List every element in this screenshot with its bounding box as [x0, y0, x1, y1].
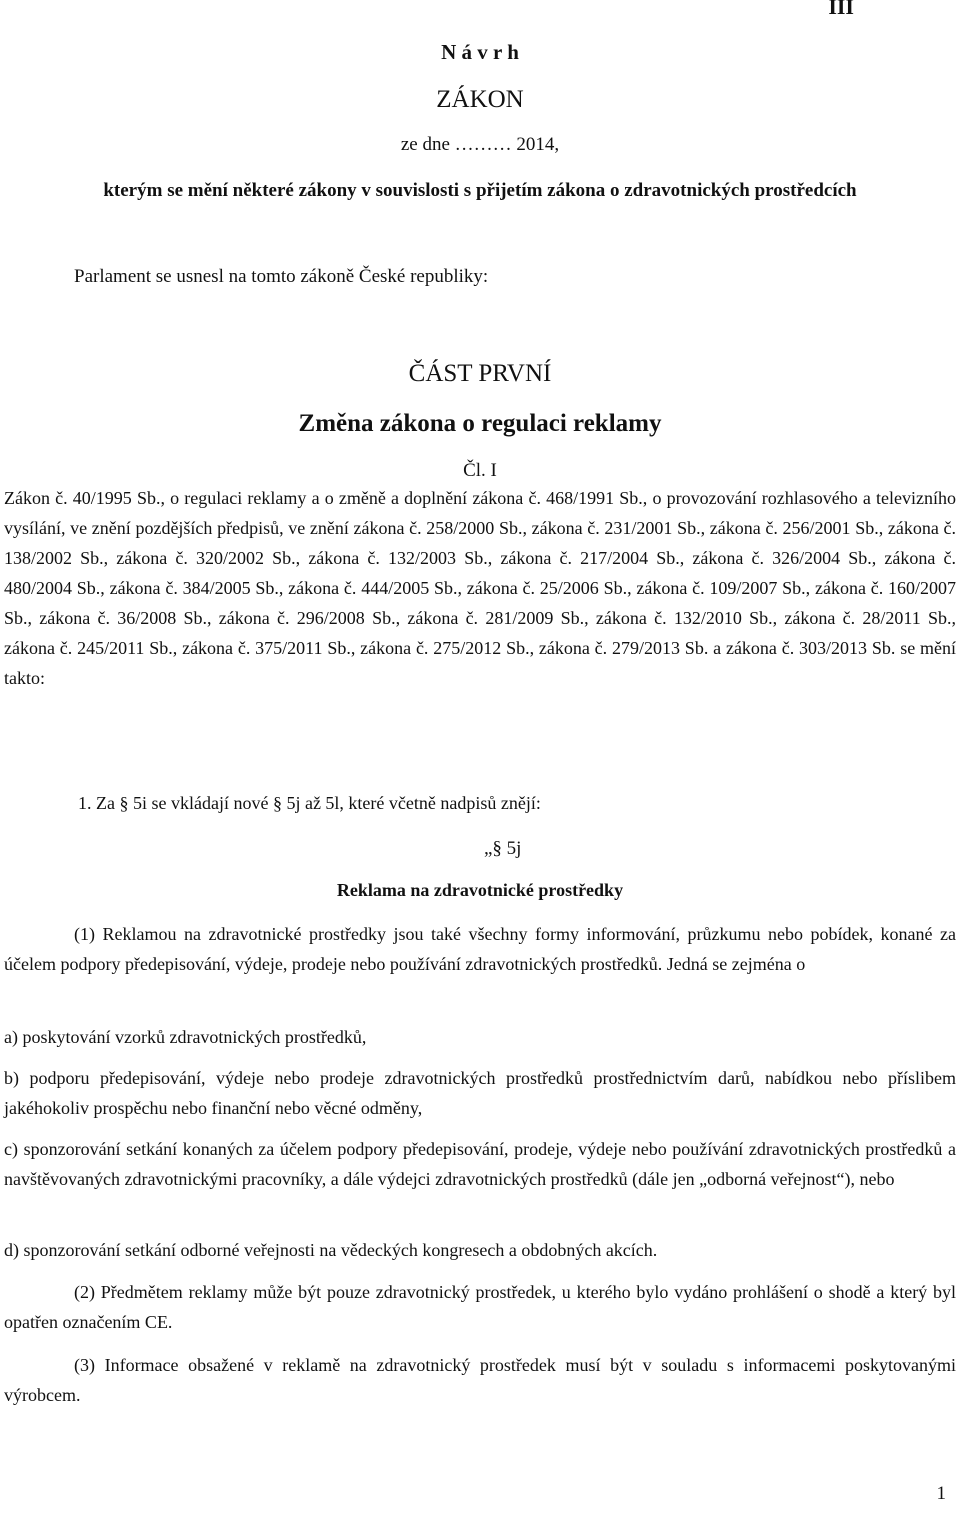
- paragraph-1: (1) Reklamou na zdravotnické prostředky jsou také všechny formy informování, průzkumu nebo pobídek, konané za účelem podpory předepisování, výdeje, prodeje nebo používání zdravotnických prostředků. Jedná se zejména o: [4, 924, 956, 974]
- section-number: „§ 5j: [484, 838, 522, 859]
- draft-label: N á v r h: [441, 40, 519, 64]
- letter-a: a) poskytování vzorků zdravotnických prostředků,: [4, 1027, 367, 1047]
- corner-mark: III: [828, 0, 854, 19]
- part-title: ČÁST PRVNÍ: [408, 360, 552, 387]
- amendment-intro: Zákon č. 40/1995 Sb., o regulaci reklamy a o změně a doplnění zákona č. 468/1991 Sb., o provozování rozhlasového a televizního vysílání, ve znění pozdějších předpisů, ve znění zákona č. 258/2000 Sb., zákona č. 231/2001 Sb., zákona č. 256/2001 Sb., zákona č. 138/2002 Sb., zákona č. 320/2002 Sb., zákona č. 132/2003 Sb., zákona č. 217/2004 Sb., zákona č. 326/2004 Sb., zákona č. 480/2004 Sb., zákona č. 384/2005 Sb., zákona č. 444/2005 Sb., zákona č. 25/2006 Sb., zákona č. 109/2007 Sb., zákona č. 160/2007 Sb., zákona č. 36/2008 Sb., zákona č. 296/2008 Sb., zákona č. 281/2009 Sb., zákona č. 132/2010 Sb., zákona č. 28/2011 Sb., zákona č. 245/2011 Sb., zákona č. 375/2011 Sb., zákona č. 275/2012 Sb., zákona č. 279/2013 Sb. a zákona č. 303/2013 Sb. se mění takto:: [4, 488, 956, 688]
- law-subject: kterým se mění některé zákony v souvislosti s přijetím zákona o zdravotnických prostředcích: [103, 180, 857, 201]
- letter-b: b) podporu předepisování, výdeje nebo prodeje zdravotnických prostředků prostřednictvím darů, nabídkou nebo příslibem jakéhokoliv prospěchu nebo finanční nebo věcné odměny,: [4, 1068, 956, 1118]
- enacting-clause: Parlament se usnesl na tomto zákoně České republiky:: [74, 266, 489, 287]
- article-number: Čl. I: [463, 460, 497, 481]
- amendment-point: 1. Za § 5i se vkládají nové § 5j až 5l, které včetně nadpisů znějí:: [78, 793, 541, 813]
- letter-d: d) sponzorování setkání odborné veřejnosti na vědeckých kongresech a obdobných akcích.: [4, 1240, 658, 1260]
- paragraph-3: (3) Informace obsažené v reklamě na zdravotnický prostředek musí být v souladu s informacemi poskytovanými výrobcem.: [4, 1355, 956, 1405]
- part-subtitle: Změna zákona o regulaci reklamy: [298, 410, 662, 437]
- date-line: ze dne ……… 2014,: [400, 134, 560, 155]
- law-label: ZÁKON: [436, 86, 524, 113]
- section-title: Reklama na zdravotnické prostředky: [336, 880, 624, 900]
- letter-c: c) sponzorování setkání konaných za účelem podpory předepisování, prodeje, výdeje nebo používání zdravotnických prostředků a navštěvovaných zdravotnickými pracovníky, a dále výdejci zdravotnických prostředků (dále jen „odborná veřejnost“), nebo: [4, 1139, 956, 1189]
- page-number: 1: [936, 1483, 946, 1504]
- paragraph-2: (2) Předmětem reklamy může být pouze zdravotnický prostředek, u kterého bylo vydáno prohlášení o shodě a který byl opatřen označením CE.: [4, 1282, 956, 1332]
